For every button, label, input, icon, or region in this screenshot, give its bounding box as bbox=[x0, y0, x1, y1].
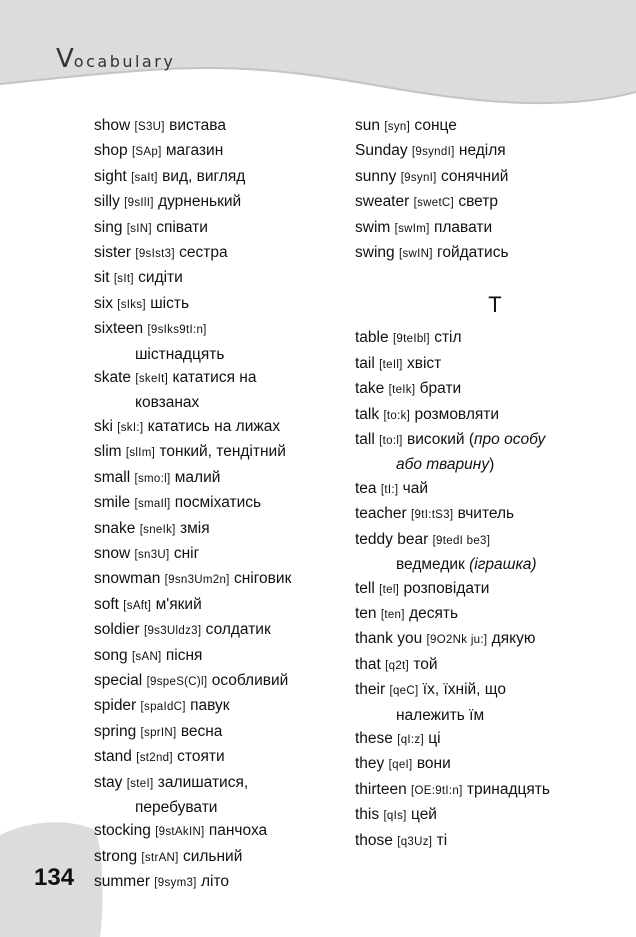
dictionary-entry bbox=[355, 139, 625, 164]
entry-transcription: [st2nd] bbox=[136, 752, 173, 765]
entry-transcription: [sIks] bbox=[117, 298, 146, 311]
entry-line bbox=[94, 415, 344, 440]
entry-line bbox=[355, 377, 625, 402]
entry-translation: малий bbox=[174, 468, 221, 486]
entry-translation: хвіст bbox=[406, 354, 442, 372]
entry-transcription: [tI:] bbox=[380, 483, 399, 496]
dictionary-entry bbox=[355, 114, 625, 139]
entry-transcription: [qeC] bbox=[389, 685, 419, 698]
entry-continuation bbox=[94, 343, 344, 366]
entry-word: smile bbox=[94, 494, 131, 512]
dictionary-entry bbox=[94, 517, 344, 542]
entry-translation-continued: ведмедик bbox=[396, 556, 465, 574]
entry-translation: їх, їхній, що bbox=[422, 681, 506, 699]
dictionary-entry bbox=[94, 266, 344, 291]
entry-translation: павук bbox=[190, 697, 230, 715]
entry-translation: сніговик bbox=[233, 570, 292, 588]
entry-translation: цей bbox=[410, 806, 437, 824]
entry-line bbox=[355, 829, 625, 854]
dictionary-entry bbox=[94, 491, 344, 516]
entry-transcription: [sIN] bbox=[126, 222, 152, 235]
entry-translation: вони bbox=[416, 755, 451, 773]
entry-transcription: [to:k] bbox=[383, 409, 411, 422]
entry-word: sit bbox=[94, 269, 110, 287]
dictionary-entry bbox=[94, 845, 344, 870]
entry-translation: тринадцять bbox=[466, 780, 550, 798]
dictionary-entry bbox=[94, 165, 344, 190]
dictionary-entry bbox=[94, 644, 344, 669]
entry-line bbox=[355, 139, 625, 164]
entry-translation: літо bbox=[200, 873, 230, 891]
entry-transcription: [sIt] bbox=[113, 273, 134, 286]
entry-translation: змія bbox=[179, 519, 210, 537]
entry-transcription: [qI:z] bbox=[397, 733, 424, 746]
entry-usage-note-continued: (іграшка) bbox=[469, 556, 537, 574]
entry-translation: кататися на bbox=[172, 369, 257, 387]
entry-translation: десять bbox=[409, 604, 459, 622]
entry-line bbox=[355, 190, 625, 215]
entry-transcription: [9sym3] bbox=[154, 877, 197, 890]
entry-continuation bbox=[355, 704, 625, 727]
entry-word: tall bbox=[355, 431, 375, 449]
entry-translation: посміхатись bbox=[174, 494, 262, 512]
entry-translation-continued: ковзанах bbox=[135, 394, 200, 412]
entry-transcription: [teIk] bbox=[388, 384, 416, 397]
entry-word: talk bbox=[355, 405, 380, 423]
dictionary-entry bbox=[355, 241, 625, 266]
entry-word: stocking bbox=[94, 822, 151, 840]
entry-word: take bbox=[355, 380, 385, 398]
entry-line bbox=[94, 114, 344, 139]
entry-line bbox=[355, 602, 625, 627]
entry-line bbox=[94, 440, 344, 465]
dictionary-entry bbox=[94, 139, 344, 164]
dictionary-entry bbox=[355, 602, 625, 627]
entry-transcription: [qeI] bbox=[388, 759, 413, 772]
entry-line bbox=[94, 644, 344, 669]
entry-word: snow bbox=[94, 544, 131, 562]
entry-line bbox=[355, 528, 625, 553]
entry-usage-note: про особу bbox=[474, 431, 546, 449]
entry-line bbox=[355, 627, 625, 652]
entry-transcription: [qIs] bbox=[383, 810, 407, 823]
entry-transcription: [syn] bbox=[384, 121, 411, 133]
entry-translation-continued: належить їм bbox=[396, 706, 485, 724]
entry-line bbox=[355, 752, 625, 777]
entry-line bbox=[94, 567, 344, 592]
entry-line bbox=[355, 477, 625, 502]
entry-line bbox=[94, 694, 344, 719]
entry-line bbox=[94, 241, 344, 266]
dictionary-entry bbox=[94, 440, 344, 465]
entry-word: six bbox=[94, 294, 113, 312]
entry-transcription: [strAN] bbox=[141, 851, 179, 864]
entry-transcription: [spaIdC] bbox=[140, 701, 186, 714]
entry-word: stand bbox=[94, 748, 132, 766]
entry-translation: стіл bbox=[434, 329, 462, 347]
entry-word: song bbox=[94, 646, 128, 664]
dictionary-entry bbox=[355, 803, 625, 828]
dictionary-entry bbox=[355, 403, 625, 428]
entry-word: that bbox=[355, 655, 381, 673]
dictionary-entry bbox=[94, 819, 344, 844]
entry-continuation bbox=[355, 553, 625, 576]
entry-translation: чай bbox=[402, 479, 429, 497]
entry-word: these bbox=[355, 729, 393, 747]
entry-transcription: [ten] bbox=[380, 608, 405, 621]
entry-translation: гойдатись bbox=[437, 244, 509, 262]
dictionary-entry bbox=[355, 727, 625, 752]
entry-translation: плавати bbox=[433, 218, 493, 236]
right-column bbox=[355, 114, 625, 854]
entry-closing-paren: ) bbox=[489, 456, 495, 474]
dictionary-entry bbox=[94, 114, 344, 139]
entry-word: teacher bbox=[355, 505, 407, 523]
dictionary-entry bbox=[94, 771, 344, 820]
entry-word: ski bbox=[94, 417, 113, 435]
dictionary-entry bbox=[355, 165, 625, 190]
entry-translation: весна bbox=[180, 722, 223, 740]
entry-translation: неділя bbox=[458, 142, 506, 160]
entry-word: summer bbox=[94, 873, 150, 891]
entry-translation: тонкий, тендітний bbox=[159, 443, 286, 461]
entry-line bbox=[355, 428, 625, 453]
entry-word: spider bbox=[94, 697, 137, 715]
entry-word: sweater bbox=[355, 193, 410, 211]
dictionary-entry bbox=[355, 678, 625, 727]
entry-word: tell bbox=[355, 579, 375, 597]
entry-translation: пісня bbox=[165, 646, 203, 664]
entry-transcription: [sprIN] bbox=[140, 726, 177, 739]
entry-word: snake bbox=[94, 519, 136, 537]
entry-transcription: [OE:9tI:n] bbox=[411, 784, 463, 797]
entry-line bbox=[355, 216, 625, 241]
entry-translation: панчоха bbox=[208, 822, 268, 840]
dictionary-entry bbox=[355, 216, 625, 241]
entry-translation: стояти bbox=[177, 748, 225, 766]
entry-translation-continued: шістнадцять bbox=[135, 345, 225, 363]
entry-word: sing bbox=[94, 218, 123, 236]
entry-transcription: [steI] bbox=[126, 777, 154, 790]
entry-translation: сніг bbox=[173, 544, 200, 562]
dictionary-entry bbox=[355, 477, 625, 502]
entry-word: small bbox=[94, 468, 131, 486]
entry-word: stay bbox=[94, 773, 123, 791]
entry-word: this bbox=[355, 806, 380, 824]
entry-translation: вистава bbox=[169, 117, 226, 134]
entry-translation: вчитель bbox=[457, 505, 515, 523]
dictionary-entry bbox=[355, 778, 625, 803]
entry-word: sunny bbox=[355, 167, 397, 185]
dictionary-entry bbox=[355, 653, 625, 678]
entry-word: soft bbox=[94, 595, 119, 613]
entry-continuation bbox=[355, 453, 625, 476]
entry-line bbox=[94, 139, 344, 164]
entry-translation: сидіти bbox=[138, 269, 183, 287]
entry-word: teddy bear bbox=[355, 530, 429, 548]
entry-word: show bbox=[94, 117, 131, 134]
entry-transcription: [swIm] bbox=[394, 222, 430, 235]
dictionary-entry bbox=[355, 502, 625, 527]
entry-word: soldier bbox=[94, 621, 140, 639]
entry-word: thirteen bbox=[355, 780, 407, 798]
entry-word: sixteen bbox=[94, 320, 144, 338]
entry-line bbox=[355, 778, 625, 803]
entry-transcription: [sn3U] bbox=[134, 548, 170, 561]
dictionary-entry bbox=[94, 292, 344, 317]
entry-word: tail bbox=[355, 354, 375, 372]
dictionary-entry bbox=[94, 415, 344, 440]
entry-transcription: [9O2Nk ju:] bbox=[426, 634, 488, 647]
entry-word: spring bbox=[94, 722, 137, 740]
entry-transcription: [9sIst3] bbox=[135, 248, 175, 261]
dictionary-entry bbox=[94, 745, 344, 770]
entry-word: snowman bbox=[94, 570, 161, 588]
entry-line bbox=[355, 727, 625, 752]
entry-word: skate bbox=[94, 369, 132, 387]
dictionary-entry bbox=[94, 567, 344, 592]
entry-translation: особливий bbox=[211, 671, 289, 689]
dictionary-entry bbox=[94, 720, 344, 745]
entry-line bbox=[94, 618, 344, 643]
entry-word: shop bbox=[94, 142, 128, 160]
dictionary-entry bbox=[94, 317, 344, 366]
dictionary-entry bbox=[94, 190, 344, 215]
entry-line bbox=[94, 292, 344, 317]
entry-transcription: [q2t] bbox=[385, 659, 410, 672]
entry-word: their bbox=[355, 681, 386, 699]
entry-word: swim bbox=[355, 218, 391, 236]
entry-translation-continued: перебувати bbox=[135, 798, 218, 816]
entry-word: tea bbox=[355, 479, 377, 497]
entry-line bbox=[94, 819, 344, 844]
entry-transcription: [sAN] bbox=[131, 650, 162, 663]
entry-word: Sunday bbox=[355, 142, 408, 160]
entry-word: sun bbox=[355, 117, 380, 134]
entry-line bbox=[94, 366, 344, 391]
entry-line bbox=[94, 165, 344, 190]
dictionary-entry bbox=[355, 326, 625, 351]
left-column bbox=[94, 114, 344, 896]
dictionary-entry bbox=[355, 627, 625, 652]
entry-word: slim bbox=[94, 443, 122, 461]
entry-line bbox=[94, 720, 344, 745]
dictionary-entry bbox=[94, 618, 344, 643]
dictionary-entry bbox=[94, 366, 344, 415]
entry-translation: сонце bbox=[414, 117, 457, 134]
entry-transcription: [teIl] bbox=[379, 358, 403, 371]
entry-word: table bbox=[355, 329, 389, 347]
entry-line bbox=[94, 542, 344, 567]
entry-word: swing bbox=[355, 244, 395, 262]
dictionary-entry bbox=[355, 377, 625, 402]
entry-transcription: [swIN] bbox=[398, 248, 433, 261]
entry-line bbox=[94, 593, 344, 618]
entry-transcription: [saIt] bbox=[131, 171, 158, 184]
entry-transcription: [9teIbl] bbox=[392, 333, 430, 346]
entry-line bbox=[355, 403, 625, 428]
entry-translation: ті bbox=[436, 831, 448, 849]
entry-translation: дякую bbox=[491, 630, 536, 648]
entry-continuation bbox=[94, 796, 344, 819]
entry-word: special bbox=[94, 671, 143, 689]
entry-transcription: [9tI:tS3] bbox=[411, 509, 454, 522]
dictionary-entry bbox=[94, 694, 344, 719]
entry-transcription: [9synI] bbox=[400, 171, 437, 184]
entry-line bbox=[355, 241, 625, 266]
entry-transcription: [skeIt] bbox=[135, 373, 169, 386]
entry-translation: кататись на лижах bbox=[147, 417, 281, 435]
entry-transcription: [sneIk] bbox=[139, 523, 176, 536]
entry-translation: той bbox=[413, 655, 438, 673]
dictionary-entry bbox=[94, 216, 344, 241]
dictionary-entry bbox=[355, 428, 625, 477]
entry-translation: розмовляти bbox=[414, 405, 500, 423]
entry-transcription: [9sn3Um2n] bbox=[164, 574, 230, 587]
entry-line bbox=[94, 266, 344, 291]
entry-word: those bbox=[355, 831, 393, 849]
entry-line bbox=[94, 745, 344, 770]
entry-line bbox=[355, 352, 625, 377]
entry-line bbox=[355, 678, 625, 703]
entry-transcription: [9stAkIN] bbox=[155, 826, 205, 839]
entry-line bbox=[355, 326, 625, 351]
header-band bbox=[0, 0, 636, 115]
page-title: Vocabulary bbox=[56, 44, 176, 74]
entry-line bbox=[94, 771, 344, 796]
entry-line bbox=[355, 502, 625, 527]
entry-transcription: [9tedI be3] bbox=[432, 534, 491, 547]
entry-transcription: [swetC] bbox=[413, 197, 455, 210]
entry-translation: дурненький bbox=[158, 193, 242, 211]
entry-translation: магазин bbox=[165, 142, 224, 160]
entry-line bbox=[94, 190, 344, 215]
entry-translation: ці bbox=[428, 729, 441, 747]
dictionary-entry bbox=[355, 829, 625, 854]
dictionary-entry bbox=[94, 241, 344, 266]
entry-word: sight bbox=[94, 167, 127, 185]
entry-translation: вид, вигляд bbox=[162, 167, 246, 185]
entry-word: silly bbox=[94, 193, 120, 211]
dictionary-entry bbox=[355, 752, 625, 777]
entry-line bbox=[94, 466, 344, 491]
entry-word: strong bbox=[94, 847, 138, 865]
entry-translation: розповідати bbox=[403, 579, 490, 597]
entry-translation: високий ( bbox=[406, 431, 474, 449]
entry-transcription: [smaIl] bbox=[134, 498, 171, 511]
entry-transcription: [tel] bbox=[379, 583, 400, 596]
entry-transcription: [q3Uz] bbox=[397, 835, 433, 848]
entry-transcription: [9speS(C)l] bbox=[146, 675, 208, 688]
entry-transcription: [skI:] bbox=[117, 421, 144, 434]
entry-line bbox=[355, 803, 625, 828]
entry-line bbox=[94, 870, 344, 895]
dictionary-entry bbox=[355, 352, 625, 377]
entry-translation: сильний bbox=[182, 847, 243, 865]
dictionary-entry bbox=[94, 593, 344, 618]
entry-transcription: [sAft] bbox=[123, 599, 152, 612]
dictionary-entry bbox=[94, 669, 344, 694]
entry-transcription: [9syndI] bbox=[411, 146, 455, 159]
entry-transcription: [to:l] bbox=[379, 435, 403, 448]
entry-line bbox=[355, 653, 625, 678]
entry-translation: співати bbox=[156, 218, 208, 236]
entry-translation: брати bbox=[419, 380, 462, 398]
dictionary-entry bbox=[355, 190, 625, 215]
entry-transcription: [slIm] bbox=[125, 447, 156, 460]
entry-line bbox=[94, 517, 344, 542]
entry-transcription: [9sIlI] bbox=[124, 197, 154, 210]
entry-line bbox=[94, 845, 344, 870]
entry-line bbox=[94, 317, 344, 342]
dictionary-entry bbox=[355, 528, 625, 577]
entry-line bbox=[94, 216, 344, 241]
page-number: 134 bbox=[34, 864, 75, 891]
entry-word: sister bbox=[94, 244, 132, 262]
entry-transcription: [S3U] bbox=[134, 121, 165, 133]
entry-transcription: [9s3Uldz3] bbox=[143, 625, 202, 638]
entry-translation: шість bbox=[150, 294, 190, 312]
entry-line bbox=[94, 491, 344, 516]
entry-word: ten bbox=[355, 604, 377, 622]
entry-continuation bbox=[94, 391, 344, 414]
entry-word: thank you bbox=[355, 630, 423, 648]
dictionary-entry bbox=[94, 870, 344, 895]
entry-translation: м'який bbox=[155, 595, 202, 613]
entry-line bbox=[355, 165, 625, 190]
entry-translation: сестра bbox=[179, 244, 228, 262]
entry-transcription: [SAp] bbox=[131, 146, 162, 159]
entry-transcription: [smo:l] bbox=[134, 472, 171, 485]
entry-transcription: [9sIks9tI:n] bbox=[147, 324, 207, 337]
entry-word: they bbox=[355, 755, 385, 773]
entry-line bbox=[355, 114, 625, 139]
dictionary-entry bbox=[355, 577, 625, 602]
entry-translation: сонячний bbox=[440, 167, 509, 185]
entry-line bbox=[94, 669, 344, 694]
entry-translation: залишатися, bbox=[157, 773, 249, 791]
dictionary-entry bbox=[94, 466, 344, 491]
entry-line bbox=[355, 577, 625, 602]
entry-translation: светр bbox=[458, 193, 498, 211]
section-letter-heading: T bbox=[488, 292, 502, 318]
entry-usage-note-continued: або тварину bbox=[396, 456, 490, 474]
dictionary-entry bbox=[94, 542, 344, 567]
entry-translation: солдатик bbox=[205, 621, 271, 639]
